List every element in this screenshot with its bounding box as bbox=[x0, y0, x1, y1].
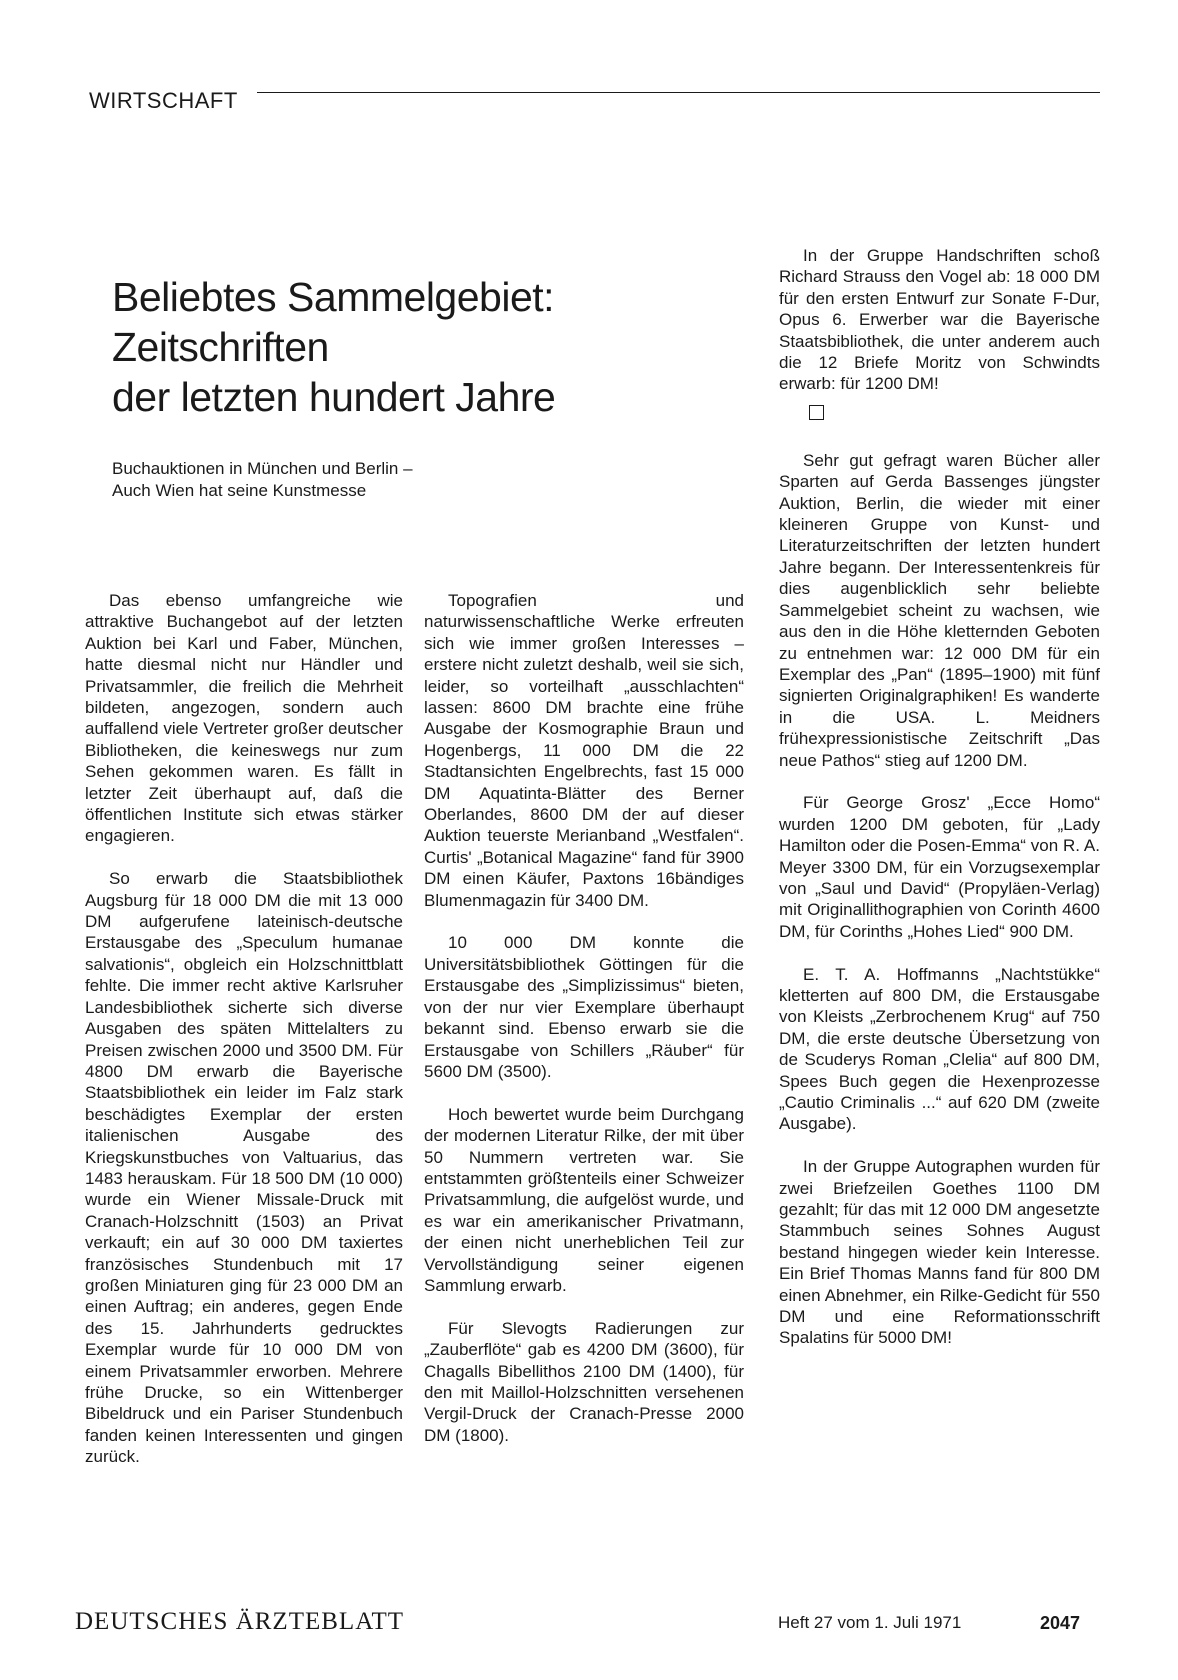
article-column-1 bbox=[85, 590, 403, 1489]
headline-line: Beliebtes Sammelgebiet: bbox=[112, 274, 555, 321]
section-rule bbox=[257, 92, 1100, 93]
headline-line: Zeitschriften bbox=[112, 324, 329, 371]
article-paragraph: Für Slevogts Radierungen zur „Zauberflöte“ gab es 4200 DM (3600), für Chagalls Bibellithos 2100 DM (1400), für den mit Maillol-Holzschnitten versehenen Vergil-Druck der Cranach-Presse 2000 DM (1800). bbox=[424, 1318, 744, 1445]
subheadline-line: Buchauktionen in München und Berlin – bbox=[112, 459, 413, 478]
article-headline bbox=[112, 272, 672, 422]
article-paragraph: Sehr gut gefragt waren Bücher aller Sparten auf Gerda Bassenges jüngster Auktion, Berlin, die wieder mit einer kleineren Gruppe von Kunst- und Literaturzeitschriften der letzten hundert Jahre begann. Der Interessentenkreis für dies augenblicklich sehr beliebte Sammelgebiet scheint zu wachsen, wie aus den in die Höhe kletternden Geboten zu entnehmen war: 12 000 DM für ein Exemplar des „Pan“ (1895–1900) mit fünf signierten Originalgraphiken! Es wanderte in die USA. L. Meidners frühexpressionistische Zeitschrift „Das neue Pathos“ stieg auf 1200 DM. bbox=[779, 450, 1100, 770]
footer-page-number: 2047 bbox=[1040, 1613, 1081, 1633]
headline-line: der letzten hundert Jahre bbox=[112, 374, 556, 421]
article-paragraph: Das ebenso umfangreiche wie attraktive Buchangebot auf der letzten Auktion bei Karl und Faber, München, hatte diesmal nicht nur Händler und Privatsammler, die freilich die Mehrheit bildeten, angezogen, sondern auch auffallend viele Vertreter großer deutscher Bibliotheken, die keineswegs nur zum Sehen gekommen waren. Es fällt in letzter Zeit überhaupt auf, daß die öffentlichen Institute sich etwas stärker engagieren. bbox=[85, 591, 403, 846]
subheadline-line: Auch Wien hat seine Kunstmesse bbox=[112, 481, 367, 500]
footer-journal-name: DEUTSCHES ÄRZTEBLATT bbox=[75, 1608, 405, 1635]
article-paragraph: Für George Grosz' „Ecce Homo“ wurden 1200 DM geboten, für „Lady Hamilton oder die Posen-Emma“ von R. A. Meyer 3300 DM, für ein Vorzugsexemplar von „Saul und David“ (Propyläen-Verlag) mit Originallithographien von Corinth 4600 DM, für Corinths „Hohes Lied“ 900 DM. bbox=[779, 793, 1100, 941]
article-paragraph: So erwarb die Staatsbibliothek Augsburg für 18 000 DM die mit 13 000 DM aufgerufene lateinisch-deutsche Erstausgabe des „Speculum humanae salvationis“, obgleich ein Holzschnittblatt fehlte. Die immer recht aktive Karlsruher Landesbibliothek sicherte sich diverse Ausgaben des späten Mittelalters zu Preisen zwischen 2000 und 3500 DM. Für 4800 DM erwarb die Bayerische Staatsbibliothek ein leider im Falz stark beschädigtes Exemplar der ersten italienischen Ausgabe des Kriegskunstbuches von Valtuarius, das 1483 herauskam. Für 18 500 DM (10 000) wurde ein Wiener Missale-Druck mit Cranach-Holzschnitt (1503) an Privat verkauft; ein auf 30 000 DM taxiertes französisches Stundenbuch mit 17 großen Miniaturen ging für 23 000 DM an einen Auftrag; ein anderes, gegen Ende des 15. Jahrhunderts gedrucktes Exemplar wurde für 10 000 DM von einem Privatsammler erworben. Mehrere frühe Drucke, so ein Wittenberger Bibeldruck und ein Pariser Stundenbuch fanden keinen Interessenten und gingen zurück. bbox=[85, 869, 403, 1467]
footer-issue: Heft 27 vom 1. Juli 1971 bbox=[778, 1613, 962, 1632]
article-paragraph: In der Gruppe Autographen wurden für zwei Briefzeilen Goethes 1100 DM gezahlt; für das mit 12 000 DM angesetzte Stammbuch seines Sohnes August bestand hingegen wieder kein Interesse. Ein Brief Thomas Manns fand für 800 DM einen Abnehmer, ein Rilke-Gedicht für 550 DM und eine Reformationsschrift Spalatins für 5000 DM! bbox=[779, 1157, 1100, 1348]
article-subheadline bbox=[112, 458, 532, 502]
section-end-box-icon bbox=[809, 405, 824, 420]
article-paragraph: Hoch bewertet wurde beim Durchgang der modernen Literatur Rilke, der mit über 50 Nummern vertreten war. Sie entstammten größtenteils einer Schweizer Privatsammlung, die aufgelöst wurde, und es war ein amerikanischer Privatmann, der einen nicht unerheblichen Teil zur Vervollständigung seiner eigenen Sammlung erwarb. bbox=[424, 1104, 744, 1295]
section-label: WIRTSCHAFT bbox=[89, 88, 238, 113]
article-paragraph: In der Gruppe Handschriften schoß Richard Strauss den Vogel ab: 18 000 DM für den ersten Entwurf zur Sonate F-Dur, Opus 6. Erwerber war die Bayerische Staatsbibliothek, die unter anderem auch die 12 Briefe Moritz von Schwindts erwarb: für 1200 DM! bbox=[779, 246, 1100, 394]
article-paragraph: E. T. A. Hoffmanns „Nachtstükke“ kletterten auf 800 DM, die Erstausgabe von Kleists „Zerbrochenem Krug“ auf 750 DM, die erste deutsche Übersetzung von de Scuderys Roman „Clelia“ auf 800 DM, Spees Buch gegen die Hexenprozesse „Cautio Criminalis ...“ auf 620 DM (zweite Ausgabe). bbox=[779, 964, 1100, 1134]
article-paragraph: Topografien und naturwissenschaftliche Werke erfreuten sich wie immer großen Interesses – erstere nicht zuletzt deshalb, weil sie sich, leider, so vorteilhaft „ausschlachten“ lassen: 8600 DM brachte eine frühe Ausgabe der Kosmographie Braun und Hogenbergs, 11 000 DM die 22 Stadtansichten Engelbrechts, fast 15 000 DM Aquatinta-Blätter des Berner Oberlandes, 8600 DM der auf dieser Auktion teuerste Merianband „Westfalen“. Curtis' „Botanical Magazine“ fand für 3900 DM einen Käufer, Paxtons 16bändiges Blumenmagazin für 3400 DM. bbox=[424, 591, 744, 910]
article-paragraph: 10 000 DM konnte die Universitätsbibliothek Göttingen für die Erstausgabe des „Simplizissimus“ bieten, von der nur vier Exemplare überhaupt bekannt sind. Ebenso erwarb sie die Erstausgabe von Schillers „Räuber“ für 5600 DM (3500). bbox=[424, 933, 744, 1081]
article-column-3 bbox=[779, 245, 1100, 1370]
article-column-2 bbox=[424, 590, 744, 1468]
